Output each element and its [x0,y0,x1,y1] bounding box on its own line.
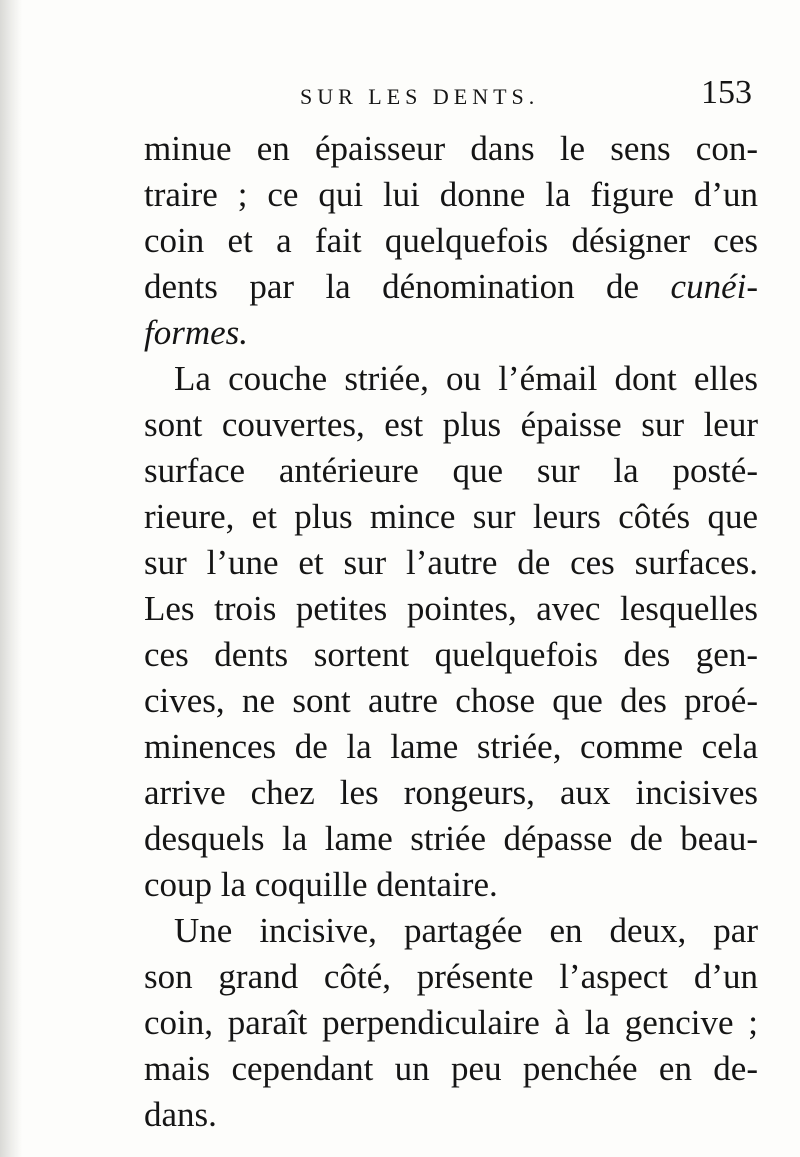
text-fragment: dents par la dénomination de [144,267,640,306]
body-text [144,126,758,1138]
text-line: minences de la lame striée, comme cela [144,727,758,766]
text-line: coin et a fait quelquefois désigner ces [144,221,758,260]
text-line: sur l’une et sur l’autre de ces surfaces. [144,543,758,582]
text-line: Les trois petites pointes, avec lesquelles [144,589,758,628]
text-line: dans. [144,1095,217,1134]
text-line: rieure, et plus mince sur leurs côtés que [144,497,758,536]
text-line: son grand côté, présente l’aspect d’un [144,957,758,996]
page-gutter-shadow [0,0,22,1157]
text-line: desquels la lame striée dépasse de beau- [144,819,758,858]
text-line: sont couvertes, est plus épaisse sur leur [144,405,758,444]
text-line: cives, ne sont autre chose que des proé- [144,681,758,720]
text-line: ces dents sortent quelquefois des gen- [144,635,758,674]
text-line: La couche striée, ou l’émail dont elles [174,359,758,398]
text-line: minue en épaisseur dans le sens con- [144,129,758,168]
italic-word: cunéi- [670,267,758,306]
text-line: traire ; ce qui lui donne la figure d’un [144,175,758,214]
text-line: formes. [144,313,249,352]
text-line: coin, paraît perpendiculaire à la gencive ; [144,1003,758,1042]
text-line: arrive chez les rongeurs, aux incisives [144,773,758,812]
text-line: mais cependant un peu penchée en de- [144,1049,758,1088]
running-head: SUR LES DENTS. [300,84,540,109]
text-line [144,264,758,310]
text-line: Une incisive, partagée en deux, par [174,911,758,950]
text-line: coup la coquille dentaire. [144,865,498,904]
text-line: surface antérieure que sur la posté- [144,451,758,490]
page-number: 153 [701,74,752,111]
